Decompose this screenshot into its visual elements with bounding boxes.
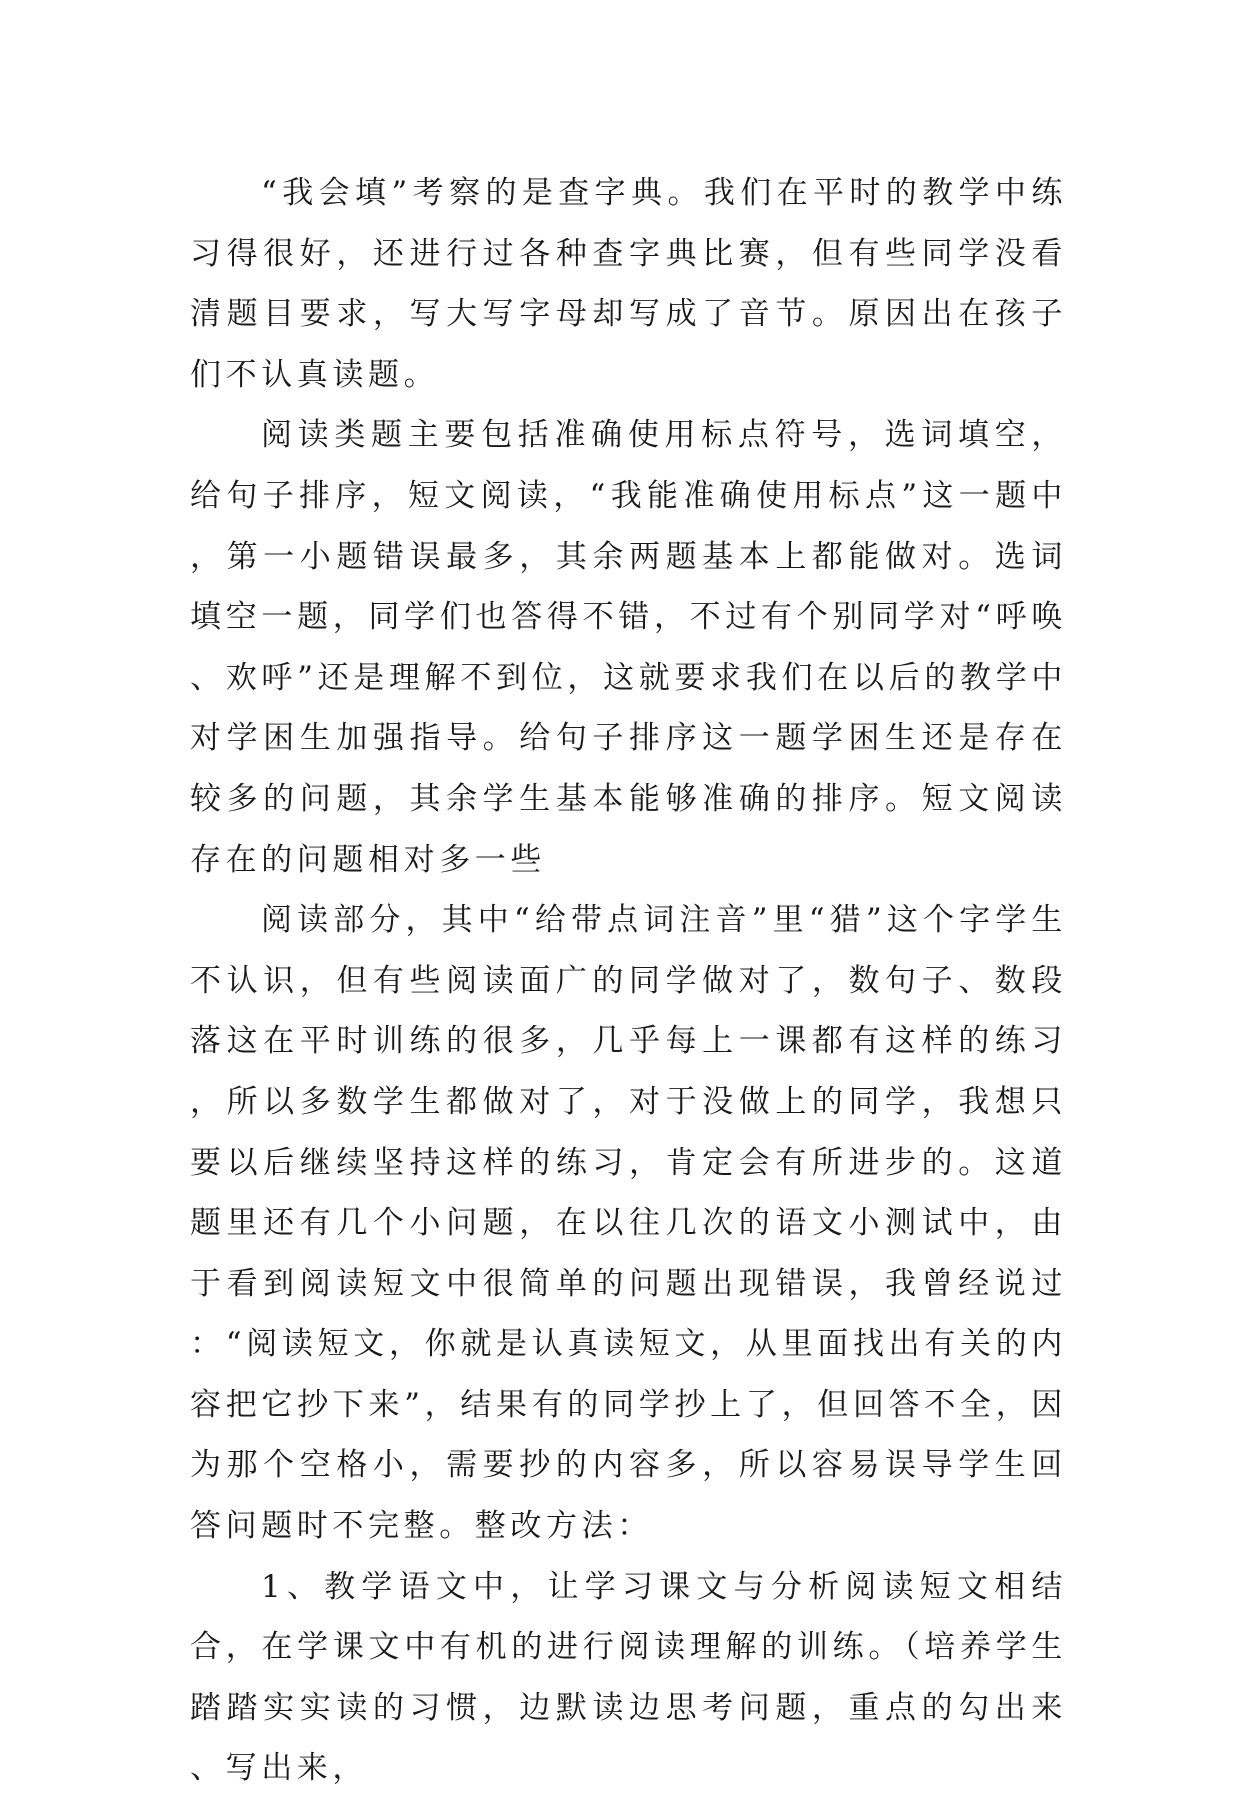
paragraph-reading-questions: 阅读类题主要包括准确使用标点符号，选词填空，给句子排序，短文阅读，“我能准确使用标点”这一题中，第一小题错误最多，其余两题基本上都能做对。选词填空一题，同学们也答得不错，不过有个别同学对“呼唤、欢呼”还是理解不到位，这就要求我们在以后的教学中对学困生加强指导。给句子排序这一题学困生还是存在较多的问题，其余学生基本能够准确的排序。短文阅读存在的问题相对多一些 — [190, 417, 1067, 878]
paragraph-reading-section: 阅读部分，其中“给带点词注音”里“猎”这个字学生不认识，但有些阅读面广的同学做对了，数句子、数段落这在平时训练的很多，几乎每上一课都有这样的练习，所以多数学生都做对了，对于没做上的同学，我想只要以后继续坚持这样的练习，肯定会有所进步的。这道题里还有几个小问题，在以往几次的语文小测试中，由于看到阅读短文中很简单的问题出现错误，我曾经说过：“阅读短文，你就是认真读短文，从里面找出有关的内容把它抄下来”，结果有的同学抄上了，但回答不全，因为那个空格小，需要抄的内容多，所以容易误导学生回答问题时不完整。整改方法： — [190, 902, 1067, 1545]
paragraph-improvement-method-1: 1、教学语文中，让学习课文与分析阅读短文相结合，在学课文中有机的进行阅读理解的训练。（培养学生踏踏实实读的习惯，边默读边思考问题，重点的勾出来、写出来， — [190, 1568, 1067, 1787]
document-body — [190, 163, 1067, 1799]
paragraph-dictionary-task: “我会填”考察的是查字典。我们在平时的教学中练习得很好，还进行过各种查字典比赛，但有些同学没看清题目要求，写大写字母却写成了音节。原因出在孩子们不认真读题。 — [190, 175, 1067, 393]
